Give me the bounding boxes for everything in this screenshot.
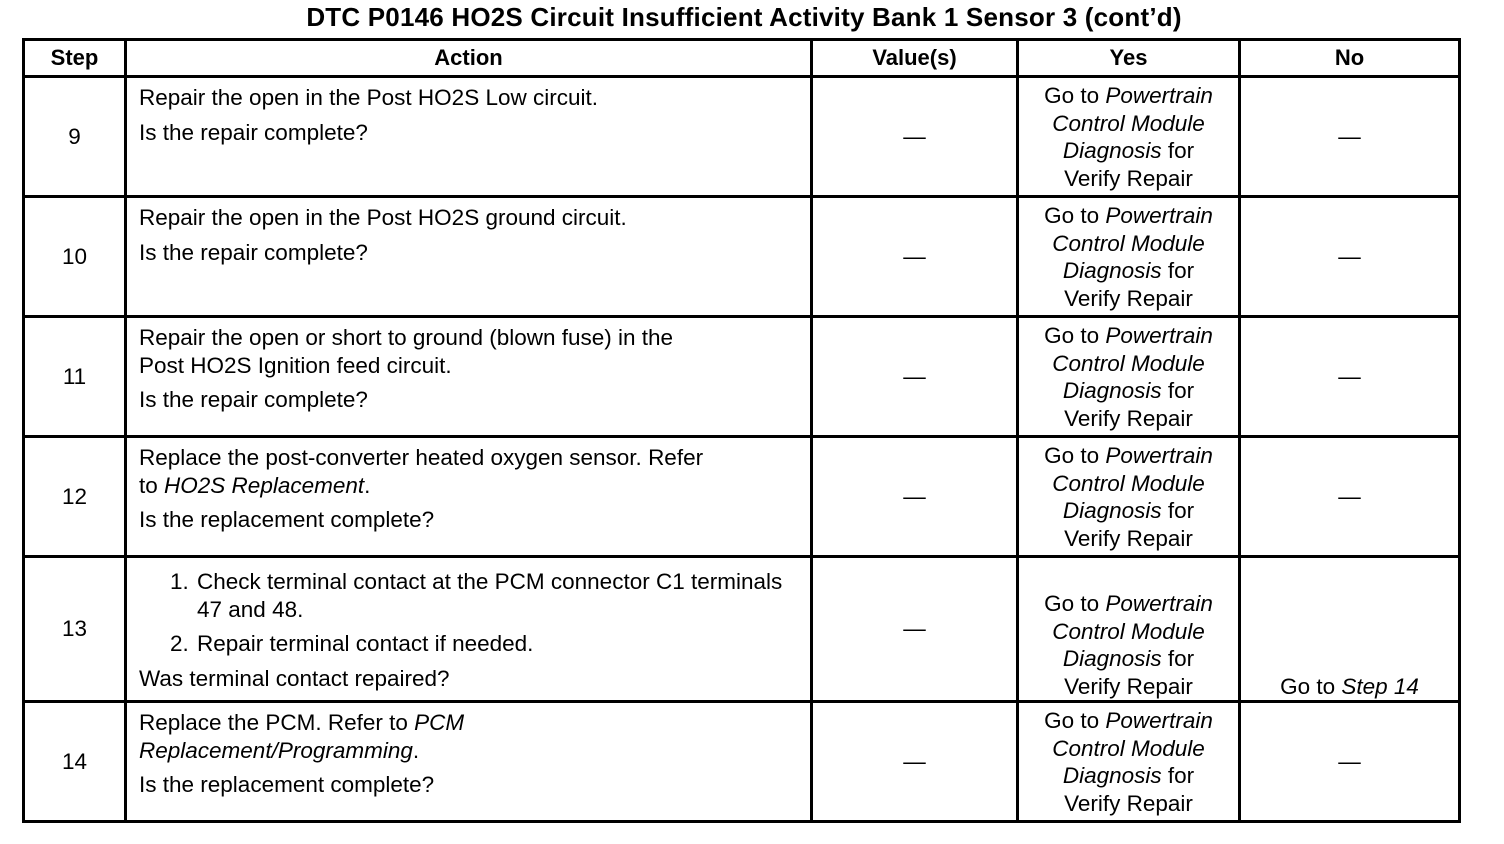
action-text: Post HO2S Ignition feed circuit. xyxy=(139,352,452,378)
yes-cell xyxy=(1018,557,1240,702)
action-ref-prefix: Replace the PCM. Refer to xyxy=(139,710,415,735)
check-list xyxy=(139,568,802,658)
yes-cell xyxy=(1018,317,1240,437)
yes-link-powertrain[interactable]: Powertrain xyxy=(1105,323,1213,348)
yes-go-to: Go to xyxy=(1044,443,1106,468)
action-text-ref-line xyxy=(139,709,802,737)
check-item: 2. Repair terminal contact if needed. xyxy=(195,630,802,658)
yes-cell xyxy=(1018,437,1240,557)
no-dash: — xyxy=(1338,123,1361,149)
no-cell xyxy=(1240,197,1460,317)
step-14-link[interactable]: Step 14 xyxy=(1341,673,1419,699)
no-cell xyxy=(1240,77,1460,197)
check-item: 1. Check terminal contact at the PCM connector C1 terminals 47 and 48. xyxy=(195,568,802,623)
page-title: DTC P0146 HO2S Circuit Insufficient Activity Bank 1 Sensor 3 (cont’d) xyxy=(306,2,1182,32)
yes-link-powertrain[interactable]: Powertrain xyxy=(1105,443,1213,468)
value-cell xyxy=(812,77,1018,197)
table-row xyxy=(24,317,1460,437)
yes-for: for xyxy=(1161,763,1195,788)
value-dash: — xyxy=(903,123,926,149)
yes-cell xyxy=(1018,197,1240,317)
yes-for: for xyxy=(1161,258,1195,283)
action-text-ref-line xyxy=(139,737,802,765)
value-dash: — xyxy=(903,483,926,509)
no-dash: — xyxy=(1338,748,1361,774)
action-question: Is the repair complete? xyxy=(139,239,368,265)
no-cell xyxy=(1240,317,1460,437)
table-row xyxy=(24,557,1460,702)
table-header-row xyxy=(24,40,1460,77)
no-dash: — xyxy=(1338,243,1361,269)
yes-for: for xyxy=(1161,646,1195,671)
yes-link-control-module[interactable]: Control Module xyxy=(1052,350,1205,376)
action-cell xyxy=(126,197,812,317)
yes-cell xyxy=(1018,77,1240,197)
yes-link-diagnosis[interactable]: Diagnosis xyxy=(1062,763,1162,788)
yes-link-powertrain[interactable]: Powertrain xyxy=(1105,203,1213,228)
column-header-step: Step xyxy=(24,40,126,77)
yes-link-diagnosis[interactable]: Diagnosis xyxy=(1062,646,1162,671)
no-cell xyxy=(1240,437,1460,557)
value-cell xyxy=(812,197,1018,317)
yes-go-to: Go to xyxy=(1044,323,1106,348)
action-ref-suffix: . xyxy=(412,737,420,763)
column-header-values: Value(s) xyxy=(812,40,1018,77)
action-text: Replace the post-converter heated oxygen sensor. Refer xyxy=(139,445,704,470)
yes-go-to: Go to xyxy=(1044,83,1106,108)
yes-link-control-module[interactable]: Control Module xyxy=(1052,230,1205,256)
value-cell xyxy=(812,557,1018,702)
column-header-yes: Yes xyxy=(1018,40,1240,77)
action-ref-prefix: to xyxy=(139,472,165,498)
yes-link-control-module[interactable]: Control Module xyxy=(1052,470,1205,496)
step-number: 13 xyxy=(24,557,126,702)
pcm-link[interactable]: PCM xyxy=(414,710,465,735)
yes-link-powertrain[interactable]: Powertrain xyxy=(1105,591,1213,616)
yes-verify-repair: Verify Repair xyxy=(1064,790,1193,816)
yes-go-to: Go to xyxy=(1044,203,1106,228)
ho2s-replacement-link[interactable]: HO2S Replacement xyxy=(164,472,365,498)
yes-link-diagnosis[interactable]: Diagnosis xyxy=(1062,378,1162,403)
action-cell xyxy=(126,77,812,197)
yes-verify-repair: Verify Repair xyxy=(1064,165,1193,191)
action-text-ref-line xyxy=(139,472,802,500)
no-go-to: Go to xyxy=(1280,673,1342,699)
yes-for: for xyxy=(1161,138,1195,163)
replacement-programming-link[interactable]: Replacement/Programming xyxy=(139,737,413,763)
action-question: Is the repair complete? xyxy=(139,119,368,145)
yes-verify-repair: Verify Repair xyxy=(1064,405,1193,431)
value-dash: — xyxy=(903,616,926,642)
step-number: 14 xyxy=(24,702,126,822)
value-dash: — xyxy=(903,748,926,774)
table-row xyxy=(24,702,1460,822)
yes-link-control-module[interactable]: Control Module xyxy=(1052,735,1205,761)
action-cell xyxy=(126,317,812,437)
yes-link-diagnosis[interactable]: Diagnosis xyxy=(1062,258,1162,283)
action-text: Repair the open in the Post HO2S ground circuit. xyxy=(139,205,627,230)
no-cell xyxy=(1240,557,1460,702)
yes-link-powertrain[interactable]: Powertrain xyxy=(1105,708,1213,733)
step-number: 12 xyxy=(24,437,126,557)
no-dash: — xyxy=(1338,363,1361,389)
action-question: Is the repair complete? xyxy=(139,387,368,412)
step-number: 9 xyxy=(24,77,126,197)
step-number: 10 xyxy=(24,197,126,317)
yes-link-powertrain[interactable]: Powertrain xyxy=(1105,83,1213,108)
action-cell xyxy=(126,702,812,822)
action-cell xyxy=(126,557,812,702)
action-question: Was terminal contact repaired? xyxy=(139,665,450,691)
yes-link-diagnosis[interactable]: Diagnosis xyxy=(1062,498,1162,523)
yes-link-control-module[interactable]: Control Module xyxy=(1052,110,1205,136)
yes-link-diagnosis[interactable]: Diagnosis xyxy=(1062,138,1162,163)
action-text: Repair the open or short to ground (blown fuse) in the xyxy=(139,325,674,350)
column-header-action: Action xyxy=(126,40,812,77)
action-question: Is the replacement complete? xyxy=(139,772,435,797)
diagnostic-table xyxy=(22,38,1461,823)
action-question: Is the replacement complete? xyxy=(139,507,435,532)
value-dash: — xyxy=(903,363,926,389)
value-cell xyxy=(812,437,1018,557)
step-number: 11 xyxy=(24,317,126,437)
table-row xyxy=(24,197,1460,317)
yes-go-to: Go to xyxy=(1044,708,1106,733)
value-cell xyxy=(812,317,1018,437)
no-cell xyxy=(1240,702,1460,822)
yes-verify-repair: Verify Repair xyxy=(1064,673,1193,699)
action-cell xyxy=(126,437,812,557)
table-row xyxy=(24,437,1460,557)
yes-verify-repair: Verify Repair xyxy=(1064,285,1193,311)
yes-for: for xyxy=(1161,378,1195,403)
yes-verify-repair: Verify Repair xyxy=(1064,525,1193,551)
value-dash: — xyxy=(903,243,926,269)
table-row xyxy=(24,77,1460,197)
action-text: Repair the open in the Post HO2S Low circuit. xyxy=(139,85,598,110)
value-cell xyxy=(812,702,1018,822)
yes-link-control-module[interactable]: Control Module xyxy=(1052,618,1205,644)
action-ref-suffix: . xyxy=(364,472,371,498)
yes-go-to: Go to xyxy=(1044,591,1106,616)
no-dash: — xyxy=(1338,483,1361,509)
column-header-no: No xyxy=(1240,40,1460,77)
yes-for: for xyxy=(1161,498,1195,523)
yes-cell xyxy=(1018,702,1240,822)
